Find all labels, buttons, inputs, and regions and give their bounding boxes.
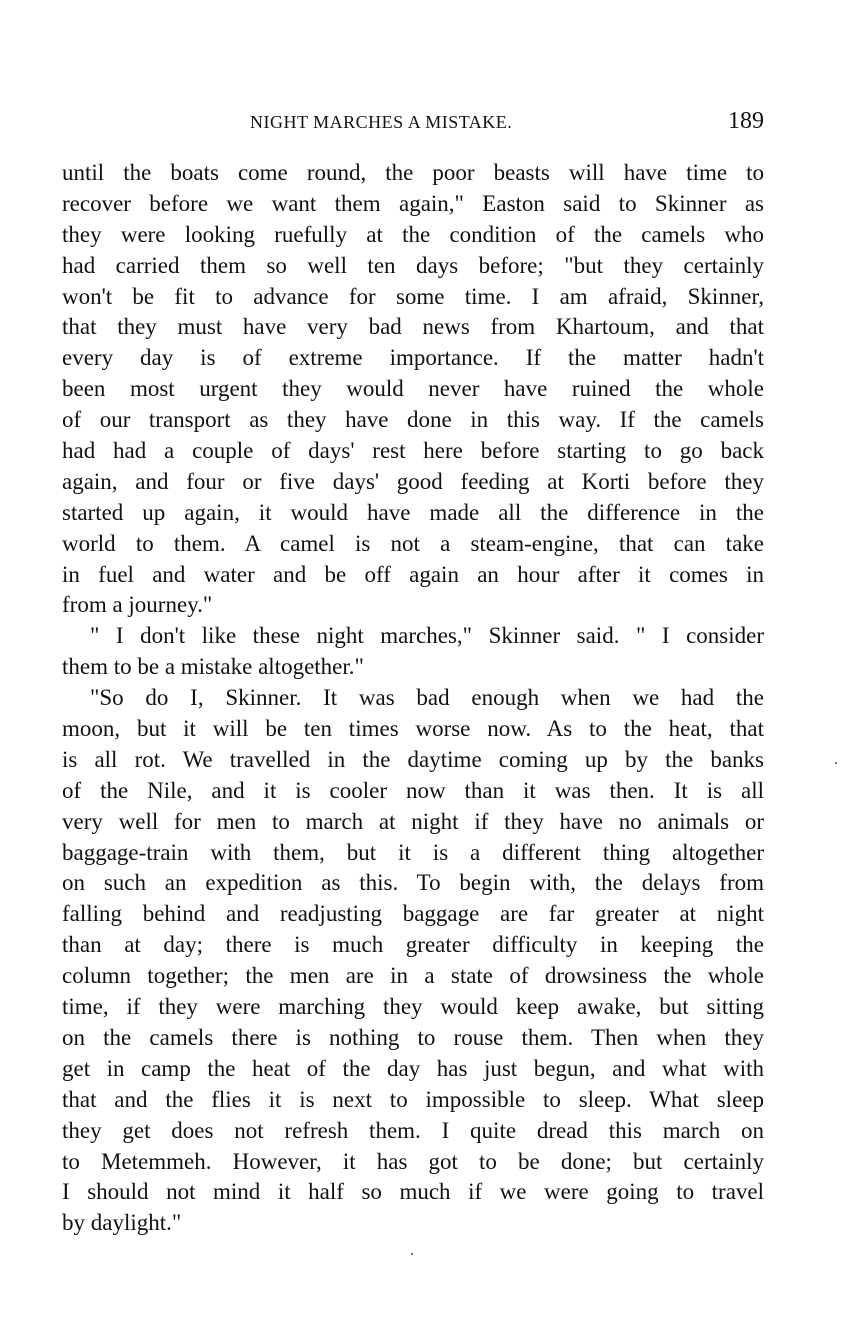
text-line: had had a couple of days' rest here before starting to go back [62,438,764,464]
text-line: falling behind and readjusting baggage are far greater at night [62,901,764,927]
text-line: that and the flies it is next to impossible to sleep. What sleep [62,1086,764,1112]
text-line: from a journey." [62,592,213,618]
text-line: had carried them so well ten days before; "but they certainly [62,252,764,278]
text-line: baggage-train with them, but it is a different thing altogether [62,839,764,865]
text-line: on the camels there is nothing to rouse them. Then when they [62,1024,764,1050]
text-line: world to them. A camel is not a steam-engine, that can take [62,530,764,556]
page-number: 189 [728,108,764,134]
text-line: they were looking ruefully at the condition of the camels who [62,221,764,247]
text-line: until the boats come round, the poor beasts will have time to [62,160,764,185]
text-line: "So do I, Skinner. It was bad enough when we had the [90,685,764,711]
text-line: column together; the men are in a state of drowsiness the whole [62,963,764,989]
text-line: I should not mind it half so much if we were going to travel [62,1179,764,1205]
text-line: " I don't like these night marches," Skinner said. " I consider [90,623,764,649]
text-line: by daylight." [62,1210,182,1236]
text-line: in fuel and water and be off again an hour after it comes in [62,561,764,587]
text-line: time, if they were marching they would keep awake, but sitting [62,994,764,1020]
text-line: won't be fit to advance for some time. I am afraid, Skinner, [62,283,764,309]
text-line: moon, but it will be ten times worse now. As to the heat, that [62,716,764,742]
text-line: started up again, it would have made all the difference in the [62,499,764,525]
text-line: than at day; there is much greater difficulty in keeping the [62,932,764,958]
text-line: is all rot. We travelled in the daytime coming up by the banks [62,746,764,772]
running-title: NIGHT MARCHES A MISTAKE. [250,112,513,132]
text-line: that they must have very bad news from Khartoum, and that [62,314,764,340]
scan-speck [835,762,837,764]
text-line: recover before we want them again," Easton said to Skinner as [62,190,764,216]
text-line: very well for men to march at night if they have no animals or [62,808,764,834]
text-line: of our transport as they have done in this way. If the camels [62,407,764,433]
running-head [62,108,764,138]
text-line: been most urgent they would never have ruined the whole [62,376,764,402]
text-line: to Metemmeh. However, it has got to be done; but certainly [62,1148,764,1174]
body-text [62,158,764,1239]
text-line: they get does not refresh them. I quite dread this march on [62,1117,764,1143]
text-line: on such an expedition as this. To begin with, the delays from [62,870,764,896]
scan-speck [411,1253,413,1255]
text-line: every day is of extreme importance. If the matter hadn't [62,345,764,371]
text-line: of the Nile, and it is cooler now than it was then. It is all [62,777,764,803]
text-line: them to be a mistake altogether." [62,654,364,680]
text-line: again, and four or five days' good feeding at Korti before they [62,468,764,494]
text-line: get in camp the heat of the day has just begun, and what with [62,1055,764,1081]
